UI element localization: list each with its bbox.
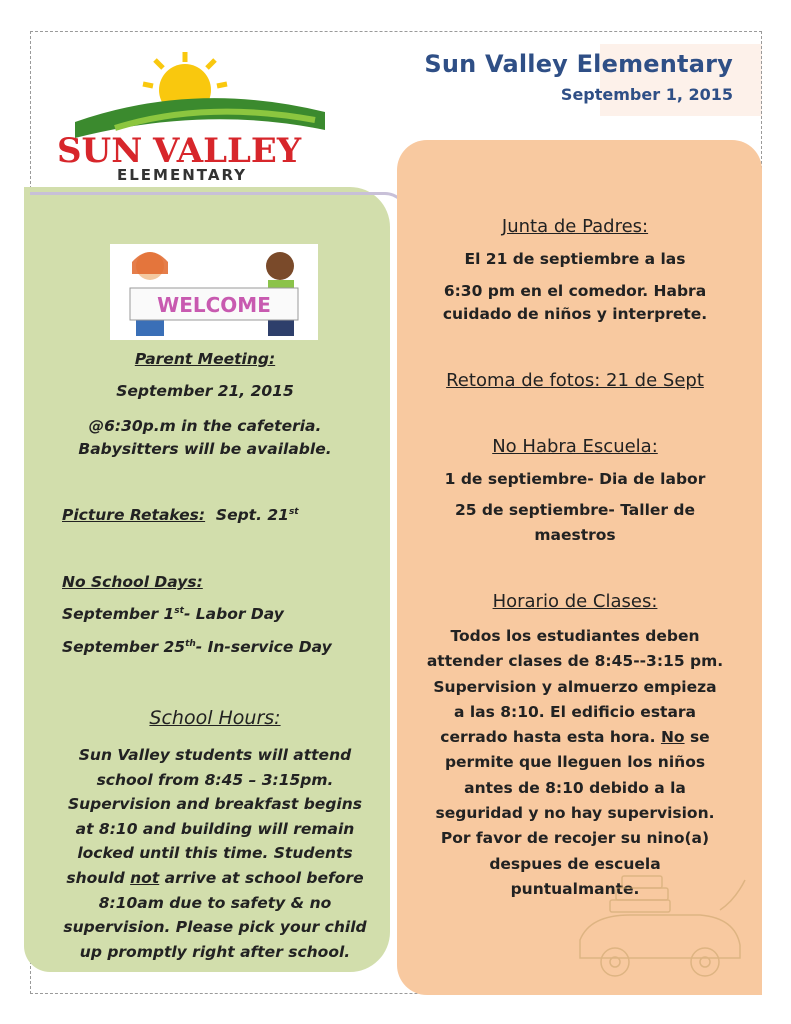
no-habra-escuela-heading: No Habra Escuela:	[492, 436, 658, 457]
junta-line: 6:30 pm en el comedor. Habra	[443, 282, 707, 300]
logo-word-sun: SUN	[57, 131, 143, 171]
no-school-day-2-sup: th	[185, 638, 196, 649]
panel-accent-line	[30, 192, 408, 215]
school-hours-line: supervision. Please pick your child	[63, 918, 367, 937]
school-hours-line: school from 8:45 – 3:15pm.	[96, 770, 334, 789]
text-segment: arrive at school before	[159, 868, 364, 887]
book-car-sketch-icon	[570, 870, 750, 990]
no-school-day-1-reason: - Labor Day	[183, 605, 284, 623]
school-hours-line: at 8:10 and building will remain	[75, 819, 355, 838]
school-hours-line: Sun Valley students will attend	[78, 746, 352, 764]
horario-line: Todos los estudiantes deben	[450, 627, 700, 645]
no-escuela-line: 25 de septiembre- Taller de	[454, 501, 696, 519]
junta-line: El 21 de septiembre a las	[464, 250, 686, 268]
horario-line: attender clases de 8:45--3:15 pm.	[426, 652, 724, 671]
text-emphasis: No	[660, 728, 685, 747]
text-segment: cerrado hasta esta hora.	[440, 728, 661, 747]
retoma-de-fotos-heading: Retoma de fotos: 21 de Sept	[446, 370, 704, 391]
parent-meeting-heading: Parent Meeting:	[134, 350, 276, 368]
junta-line: cuidado de niños y interprete.	[442, 305, 708, 323]
no-school-day-1	[62, 605, 284, 623]
school-hours-line: up promptly right after school.	[79, 942, 351, 961]
horario-line: permite que lleguen los niños	[444, 753, 706, 772]
picture-retakes-suffix: st	[288, 506, 299, 517]
picture-retakes-date: Sept. 21	[215, 506, 289, 524]
school-hours-heading: School Hours:	[149, 707, 281, 729]
text-segment: se	[684, 728, 710, 747]
school-hours-line	[40, 866, 390, 891]
horario-line	[425, 725, 725, 750]
no-school-day-2	[62, 638, 332, 656]
sun-valley-logo	[55, 50, 345, 185]
horario-line: despues de escuela	[489, 854, 661, 873]
horario-line: a las 8:10. El edificio estara	[453, 702, 697, 721]
no-school-day-1-sup: st	[174, 605, 184, 616]
logo-word-valley: VALLEY	[153, 131, 302, 171]
school-hours-line: Supervision and breakfast begins	[67, 795, 362, 814]
no-escuela-line: 1 de septiembre- Dia de labor	[444, 470, 706, 488]
text-segment: should	[66, 868, 131, 887]
no-escuela-line: maestros	[534, 526, 616, 544]
horario-line: Supervision y almuerzo empieza	[433, 677, 717, 696]
text-emphasis: not	[130, 868, 160, 887]
parent-meeting-location: @6:30p.m in the cafeteria.	[88, 417, 322, 435]
picture-retakes-line	[62, 506, 299, 524]
school-hours-line: 8:10am due to safety & no	[98, 893, 332, 912]
logo-word-elementary: ELEMENTARY	[117, 166, 248, 184]
school-name-title: Sun Valley Elementary	[424, 50, 733, 78]
horario-text	[425, 624, 725, 902]
horario-line: seguridad y no hay supervision.	[435, 804, 715, 823]
no-school-day-2-date: September 25	[62, 638, 186, 656]
junta-de-padres-heading: Junta de Padres:	[501, 216, 649, 237]
horario-line: puntualmante.	[510, 879, 640, 898]
newsletter-date: September 1, 2015	[560, 85, 733, 104]
school-hours-line: locked until this time. Students	[77, 844, 353, 863]
parent-meeting-date: September 21, 2015	[116, 382, 294, 400]
parent-meeting-babysitters: Babysitters will be available.	[78, 440, 332, 458]
welcome-banner-image	[110, 244, 318, 340]
horario-de-clases-heading: Horario de Clases:	[492, 591, 658, 612]
horario-line: antes de 8:10 debido a la	[464, 778, 686, 797]
school-hours-text	[40, 743, 390, 964]
no-school-day-1-date: September 1	[62, 605, 175, 623]
no-school-day-2-reason: - In-service Day	[195, 638, 332, 656]
horario-line: Por favor de recojer su nino(a)	[440, 829, 710, 848]
picture-retakes-label: Picture Retakes:	[62, 506, 206, 524]
welcome-banner-text: WELCOME	[157, 293, 271, 317]
no-school-heading: No School Days:	[62, 573, 203, 591]
